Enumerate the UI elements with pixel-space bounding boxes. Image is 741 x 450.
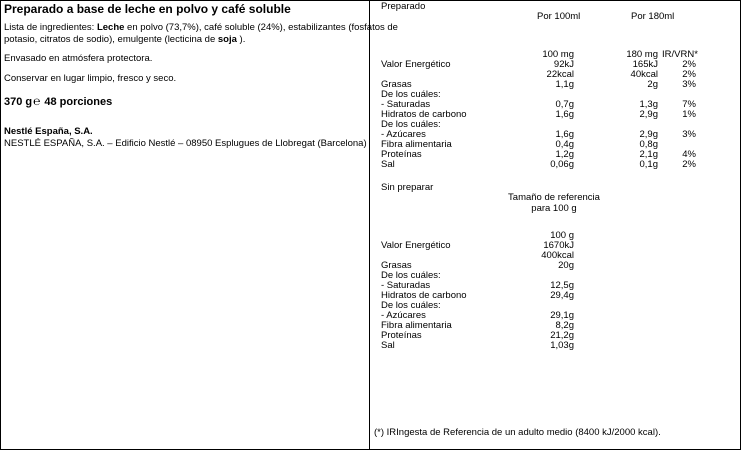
prepared-row-label: Fibra alimentaria bbox=[381, 139, 452, 150]
ingredients-rest-2: potasio, citratos de sodio), emulgente (lecticina de bbox=[4, 34, 218, 45]
reference-size-line-2: para 100 g bbox=[531, 203, 577, 214]
prepared-row-value-180ml: 0,1g bbox=[639, 159, 658, 170]
unprepared-row-value-100g: 8,2g bbox=[555, 320, 574, 331]
ingredient-soja: soja bbox=[217, 34, 237, 45]
prepared-row-value-100ml: 22kcal bbox=[546, 69, 574, 80]
prepared-row-value-100ml: 1,2g bbox=[555, 149, 574, 160]
unprepared-row-value-100g: 1670kJ bbox=[543, 240, 574, 251]
company-name: Nestlé España, S.A. bbox=[4, 126, 93, 137]
prepared-row-ir: 2% bbox=[682, 59, 696, 70]
prepared-row-label: - Saturadas bbox=[381, 99, 431, 110]
product-title: Preparado a base de leche en polvo y café soluble bbox=[4, 2, 291, 16]
prepared-row-value-180ml: 2,9g bbox=[639, 129, 658, 140]
net-weight-line bbox=[4, 94, 112, 108]
prepared-row-label: Grasas bbox=[381, 79, 412, 90]
unprepared-row-value-100g: 29,4g bbox=[550, 290, 574, 301]
unprepared-row-label: Grasas bbox=[381, 260, 412, 271]
unprepared-row-value-100g: 1,03g bbox=[550, 340, 574, 351]
ingredients-rest-1: en polvo (73,7%), café soluble (24%), estabilizantes (fosfatos de bbox=[124, 22, 398, 33]
unprepared-row-label: De los cuáles: bbox=[381, 300, 441, 311]
prepared-row-label: De los cuáles: bbox=[381, 89, 441, 100]
prepared-row-value-180ml: 2,9g bbox=[639, 109, 658, 120]
reference-size-line-1: Tamaño de referencia bbox=[508, 192, 600, 203]
sub-header-ir: IR/VRN* bbox=[662, 49, 698, 60]
company-address: NESTLÉ ESPAÑA, S.A. – Edificio Nestlé – 08950 Esplugues de Llobregat (Barcelona) bbox=[4, 138, 367, 149]
prepared-row-ir: 3% bbox=[682, 129, 696, 140]
prepared-row-ir: 2% bbox=[682, 159, 696, 170]
storage-note: Conservar en lugar limpio, fresco y seco. bbox=[4, 73, 177, 84]
prepared-row-value-180ml: 1,3g bbox=[639, 99, 658, 110]
portions: 48 porciones bbox=[44, 96, 113, 108]
prepared-row-ir: 3% bbox=[682, 79, 696, 90]
ingredients-line-1 bbox=[4, 22, 398, 34]
prepared-row-value-180ml: 165kJ bbox=[632, 59, 658, 70]
prepared-row-value-100ml: 0,7g bbox=[555, 99, 574, 110]
prepared-row-ir: 4% bbox=[682, 149, 696, 160]
unprepared-row-label: Fibra alimentaria bbox=[381, 320, 452, 331]
prepared-row-ir: 2% bbox=[682, 69, 696, 80]
prepared-row-value-100ml: 1,6g bbox=[555, 129, 574, 140]
prepared-row-label: Hidratos de carbono bbox=[381, 109, 467, 120]
prepared-row-value-100ml: 0,06g bbox=[550, 159, 574, 170]
prepared-row-value-180ml: 2g bbox=[647, 79, 658, 90]
unprepared-row-value-100g: 21,2g bbox=[550, 330, 574, 341]
net-weight: 370 g bbox=[4, 96, 33, 108]
prepared-row-label: De los cuáles: bbox=[381, 119, 441, 130]
unprepared-row-value-100g: 400kcal bbox=[541, 250, 574, 261]
col-header-100ml: Por 100ml bbox=[537, 11, 581, 22]
prepared-row-value-180ml: 0,8g bbox=[639, 139, 658, 150]
prepared-row-label: Sal bbox=[381, 159, 395, 170]
unprepared-row-label: Sal bbox=[381, 340, 395, 351]
unprepared-row-value-100g: 20g bbox=[558, 260, 574, 271]
prepared-row-value-100ml: 1,6g bbox=[555, 109, 574, 120]
prepared-heading: Preparado bbox=[381, 1, 426, 12]
prepared-row-label: - Azúcares bbox=[381, 129, 426, 140]
unprepared-row-value-100g: 29,1g bbox=[550, 310, 574, 321]
sub-header-100mg: 100 mg bbox=[542, 49, 574, 60]
estimated-sign-icon: ℮ bbox=[33, 94, 41, 108]
sub-header-180mg: 180 mg bbox=[626, 49, 658, 60]
unprepared-row-label: - Azúcares bbox=[381, 310, 426, 321]
unprepared-row-label: - Saturadas bbox=[381, 280, 431, 291]
prepared-row-label: Valor Energético bbox=[381, 59, 451, 70]
prepared-row-value-180ml: 40kcal bbox=[630, 69, 658, 80]
prepared-row-value-100ml: 0,4g bbox=[555, 139, 574, 150]
unprepared-row-label: Valor Energético bbox=[381, 240, 451, 251]
ingredients-prefix: Lista de ingredientes: bbox=[4, 22, 97, 33]
ingredient-leche: Leche bbox=[96, 22, 125, 33]
prepared-row-ir: 1% bbox=[682, 109, 696, 120]
prepared-row-ir: 7% bbox=[682, 99, 696, 110]
unprepared-row-label: De los cuáles: bbox=[381, 270, 441, 281]
prepared-row-value-100ml: 92kJ bbox=[553, 59, 574, 70]
unprepared-row-value-100g: 12,5g bbox=[550, 280, 574, 291]
packaging-note: Envasado en atmósfera protectora. bbox=[4, 53, 153, 64]
unprepared-row-label: Proteínas bbox=[381, 330, 422, 341]
unprepared-heading: Sin preparar bbox=[381, 182, 434, 193]
ingredients-line-2 bbox=[4, 34, 245, 46]
prepared-row-value-180ml: 2,1g bbox=[639, 149, 658, 160]
column-divider bbox=[369, 0, 370, 450]
col-header-180ml: Por 180ml bbox=[631, 11, 675, 22]
prepared-row-value-100ml: 1,1g bbox=[555, 79, 574, 90]
prepared-row-label: Proteínas bbox=[381, 149, 422, 160]
footnote: (*) IRIngesta de Referencia de un adulto medio (8400 kJ/2000 kcal). bbox=[374, 427, 661, 438]
unprepared-row-label: Hidratos de carbono bbox=[381, 290, 467, 301]
sub-header-100g: 100 g bbox=[550, 230, 574, 241]
ingredients-end: ). bbox=[236, 34, 246, 45]
